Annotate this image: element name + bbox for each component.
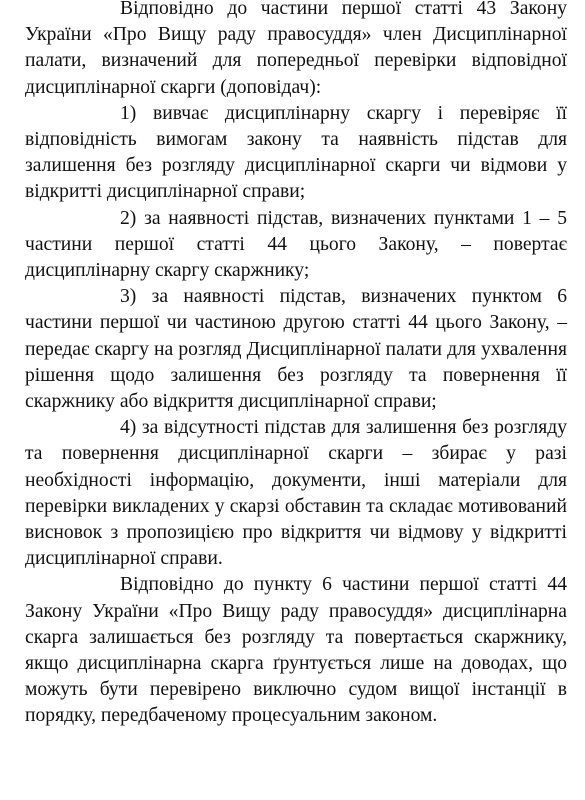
paragraph-item-1: 1) вивчає дисциплінарну скаргу і перевіряє її відповідність вимогам закону та наявність підстав для залишення без розгляду дисциплінарної скарги чи відмови у відкритті дисциплінарної справи;: [25, 102, 567, 203]
paragraph-item-2: 2) за наявності підстав, визначених пунктами 1 – 5 частини першої статті 44 цього Закону, – повертає дисциплінарну скаргу скаржнику;: [25, 207, 567, 282]
paragraph-intro: Відповідно до частини першої статті 43 Закону України «Про Вищу раду правосуддя» член Дисциплінарної палати, визначений для попередньої перевірки відповідної дисциплінарної скарги (доповідач):: [25, 0, 567, 98]
paragraph-item-3: 3) за наявності підстав, визначених пунктом 6 частини першої чи частиною другою статті 44 цього Закону, – передає скаргу на розгляд Дисциплінарної палати для ухвалення рішення щодо залишення без розгляду та повернення її скаржнику або відкриття дисциплінарної справи;: [25, 286, 567, 413]
paragraph-item-4: 4) за відсутності підстав для залишення без розгляду та повернення дисциплінарної скарги – збирає у разі необхідності інформацію, документи, інші матеріали для перевірки викладених у скарзі обставин та складає мотивований висновок з пропозицією про відкриття чи відмову у відкритті дисциплінарної справи.: [25, 417, 567, 570]
paragraph-closing: Відповідно до пункту 6 частини першої статті 44 Закону України «Про Вищу раду правосуддя» дисциплінарна скарга залишається без розгляду та повертається скаржнику, якщо дисциплінарна скарга ґрунтується лише на доводах, що можуть бути перевірено виключно судом вищої інстанції в порядку, передбаченому процесуальним законом.: [25, 574, 567, 727]
